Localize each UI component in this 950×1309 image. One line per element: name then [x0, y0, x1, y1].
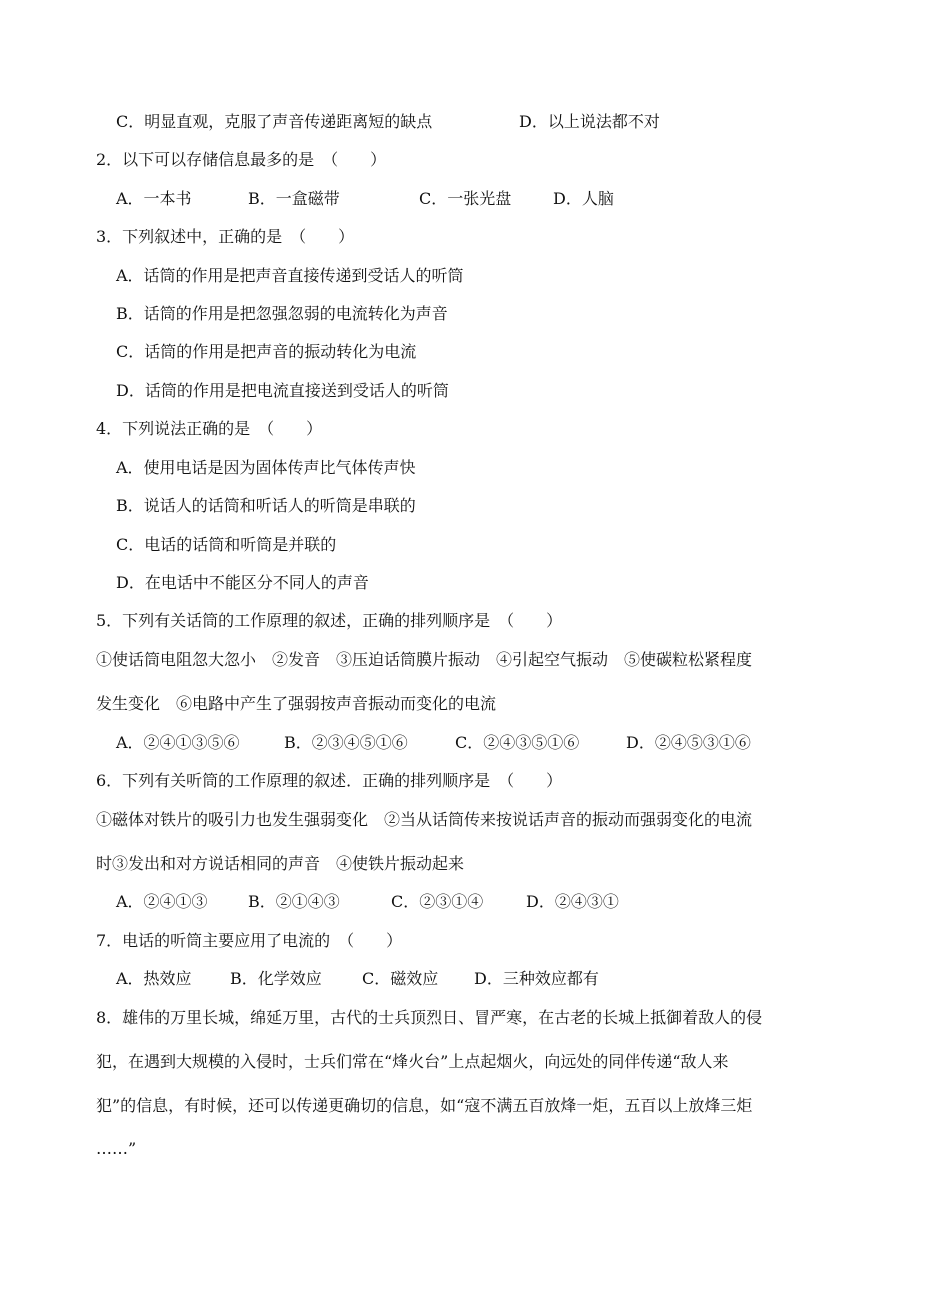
q5-steps-line1: ①使话筒电阻忽大忽小 ②发音 ③压迫话筒膜片振动 ④引起空气振动 ⑤使碳粒松紧程度 — [96, 650, 753, 669]
q4-option-c: C．电话的话筒和听筒是并联的 — [116, 535, 337, 554]
q5-option-b: B．②③④⑤①⑥ — [284, 733, 408, 752]
q4-option-a: A．使用电话是因为固体传声比气体传声快 — [116, 458, 416, 477]
q7-stem: 7．电话的听筒主要应用了电流的 （ ） — [96, 931, 403, 950]
q1-option-d: D．以上说法都不对 — [519, 112, 660, 131]
q3-option-c: C．话筒的作用是把声音的振动转化为电流 — [116, 342, 417, 361]
q4-option-d: D．在电话中不能区分不同人的声音 — [116, 573, 369, 592]
q8-text-line2: 犯，在遇到大规模的入侵时，士兵们常在“烽火台”上点起烟火，向远处的同伴传递“敌人来 — [96, 1052, 729, 1071]
q3-option-d: D．话筒的作用是把电流直接送到受话人的听筒 — [116, 381, 449, 400]
q5-option-d: D．②④⑤③①⑥ — [626, 733, 751, 752]
q3-stem: 3．下列叙述中，正确的是 （ ） — [96, 227, 355, 246]
q5-steps-line2: 发生变化 ⑥电路中产生了强弱按声音振动而变化的电流 — [96, 694, 497, 713]
q6-option-b: B．②①④③ — [248, 892, 340, 911]
q2-option-d: D．人脑 — [553, 189, 614, 208]
q4-stem: 4．下列说法正确的是 （ ） — [96, 419, 323, 438]
q2-option-a: A．一本书 — [116, 189, 192, 208]
q4-option-b: B．说话人的话筒和听话人的听筒是串联的 — [116, 496, 416, 515]
q6-option-a: A．②④①③ — [116, 892, 208, 911]
q7-option-b: B．化学效应 — [230, 969, 322, 988]
q5-stem: 5．下列有关话筒的工作原理的叙述，正确的排列顺序是 （ ） — [96, 611, 563, 630]
q5-option-a: A．②④①③⑤⑥ — [116, 733, 240, 752]
q2-option-b: B．一盒磁带 — [248, 189, 340, 208]
q2-stem: 2．以下可以存储信息最多的是 （ ） — [96, 150, 387, 169]
q8-text-line3: 犯”的信息，有时候，还可以传递更确切的信息，如“寇不满五百放烽一炬，五百以上放烽三炬 — [96, 1096, 753, 1115]
q3-option-a: A．话筒的作用是把声音直接传递到受话人的听筒 — [116, 266, 464, 285]
q7-option-c: C．磁效应 — [362, 969, 439, 988]
q5-option-c: C．②④③⑤①⑥ — [455, 733, 580, 752]
q6-option-c: C．②③①④ — [391, 892, 484, 911]
q7-option-a: A．热效应 — [116, 969, 192, 988]
q6-option-d: D．②④③① — [526, 892, 619, 911]
q3-option-b: B．话筒的作用是把忽强忽弱的电流转化为声音 — [116, 304, 448, 323]
q2-option-c: C．一张光盘 — [419, 189, 512, 208]
q8-text-line4: ……” — [96, 1139, 137, 1158]
q6-stem: 6．下列有关听筒的工作原理的叙述．正确的排列顺序是 （ ） — [96, 771, 563, 790]
q7-option-d: D．三种效应都有 — [474, 969, 599, 988]
q1-option-c: C．明显直观，克服了声音传递距离短的缺点 — [116, 112, 433, 131]
q6-steps-line1: ①磁体对铁片的吸引力也发生强弱变化 ②当从话筒传来按说话声音的振动而强弱变化的电流 — [96, 810, 753, 829]
q8-text-line1: 8．雄伟的万里长城，绵延万里，古代的士兵顶烈日、冒严寒，在古老的长城上抵御着敌人的侵 — [96, 1008, 763, 1027]
q6-steps-line2: 时③发出和对方说话相同的声音 ④使铁片振动起来 — [96, 854, 465, 873]
